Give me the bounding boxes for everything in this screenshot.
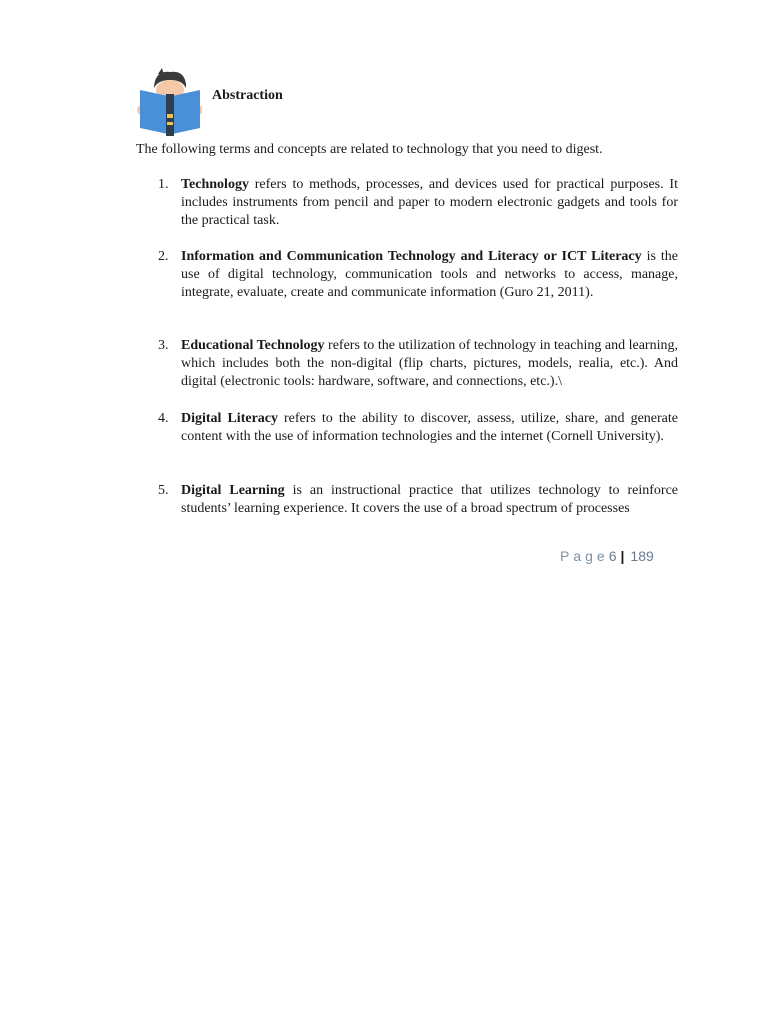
list-item-term: Digital Learning (181, 483, 285, 498)
list-item-number: 2. (158, 249, 169, 264)
list-item-number: 4. (158, 411, 169, 426)
list-item-text (181, 248, 678, 302)
list-item (136, 337, 678, 393)
list-item-definition: is an instructional practice that utilizes technology to reinforce students’ learning experience. It covers the use of a broad spectrum of processes (181, 483, 678, 516)
list-item-term: Information and Communication Technology and Literacy or ICT Literacy (181, 249, 642, 264)
list-item (136, 248, 678, 322)
intro-paragraph: The following terms and concepts are related to technology that you need to digest. (136, 142, 603, 157)
list-item-text (181, 410, 678, 446)
list-item-definition: refers to the utilization of technology in teaching and learning, which includes both the non-digital (flip charts, pictures, models, realia, etc.). And digital (electronic tools: hardware, software, and connections, etc.).\ (181, 338, 678, 389)
list-item-number: 5. (158, 483, 169, 498)
list-item-term: Digital Literacy (181, 411, 278, 426)
list-item-text (181, 176, 678, 230)
list-item-number: 1. (158, 177, 169, 192)
list-item-term: Educational Technology (181, 338, 325, 353)
page-separator: | (620, 548, 625, 564)
list-item-text (181, 482, 678, 518)
list-item-definition: refers to methods, processes, and devices used for practical purposes. It includes instruments from pencil and paper to modern electronic gadgets and tools for the practical task. (181, 177, 678, 228)
list-item (136, 410, 678, 466)
page-number: 6 (608, 548, 617, 564)
list-item-text (181, 337, 678, 391)
page-total: 189 (630, 548, 654, 564)
list-item-number: 3. (158, 338, 169, 353)
page-label: Page (560, 548, 609, 564)
list-item-definition: is the use of digital technology, communication tools and networks to access, manage, integrate, evaluate, create and communicate information (Guro 21, 2011). (181, 249, 678, 300)
list-item-definition: refers to the ability to discover, assess, utilize, share, and generate content with the use of information technologies and the internet (Cornell University). (181, 411, 678, 444)
list-item (136, 176, 678, 232)
list-item (136, 482, 678, 538)
reading-book-icon (136, 66, 202, 136)
list-item-term: Technology (181, 177, 249, 192)
section-heading: Abstraction (212, 88, 283, 103)
page-footer (560, 548, 654, 564)
